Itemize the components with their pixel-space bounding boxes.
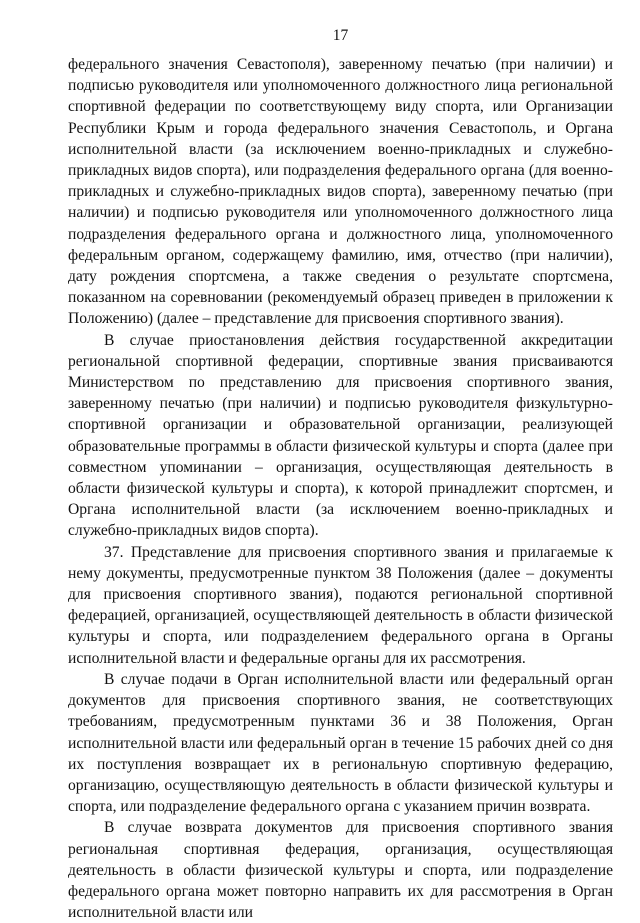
paragraph-clause-37: 37. Представление для присвоения спортивного звания и прилагаемые к нему документы, предусмотренные пунктом 38 Положения (далее – документы для присвоения спортивного звания), подаются региональной спортивной федерацией, организацией, осуществляющей деятельность в области физической культуры и спорта, или подразделением федерального органа в Органы исполнительной власти и федеральные органы для их рассмотрения. [68, 543, 613, 667]
paragraph-continuation: федерального значения Севастополя), заверенному печатью (при наличии) и подписью руководителя или уполномоченного должностного лица региональной спортивной федерации по соответствующему виду спорта, или Организации Республики Крым и города федерального значения Севастополь, и Органа исполнительной власти (за исключением военно-прикладных и служебно-прикладных видов спорта), или подразделения федерального органа (для военно-прикладных и служебно-прикладных видов спорта), заверенному печатью (при наличии) и подписью руководителя или уполномоченного должностного лица подразделения федерального органа и должностного лица, уполномоченного федеральным органом, содержащему фамилию, имя, отчество (при наличии), дату рождения спортсмена, а также сведения о результате спортсмена, показанном на соревновании (рекомендуемый образец приведен в приложении к Положению) (далее – представление для присвоения спортивного звания). [68, 56, 613, 328]
paragraph-resubmission: В случае возврата документов для присвоения спортивного звания региональная спортивная федерация, организация, осуществляющая деятельность в области физической культуры и спорта, или подразделение федерального органа может повторно направить их для рассмотрения в Орган исполнительной власти или [68, 819, 613, 922]
paragraph-document-return: В случае подачи в Орган исполнительной власти или федеральный орган документов для присвоения спортивного звания, не соответствующих требованиям, предусмотренным пунктами 36 и 38 Положения, Орган исполнительной власти или федеральный орган в течение 15 рабочих дней со дня их поступления возвращает их в региональную спортивную федерацию, организацию, осуществляющую деятельность в области физической культуры и спорта, или подразделение федерального органа с указанием причин возврата. [68, 670, 613, 816]
paragraph-accreditation-suspension: В случае приостановления действия государственной аккредитации региональной спортивной федерации, спортивные звания присваиваются Министерством по представлению для присвоения спортивного звания, заверенному печатью (при наличии) и подписью руководителя физкультурно-спортивной организации и образовательной организации, реализующей образовательные программы в области физической культуры и спорта (далее при совместном упоминании – организация, осуществляющая деятельность в области физической культуры и спорта), к которой принадлежит спортсмен, и Органа исполнительной власти (за исключением военно-прикладных и служебно-прикладных видов спорта). [68, 331, 613, 540]
page-number: 17 [332, 27, 349, 44]
